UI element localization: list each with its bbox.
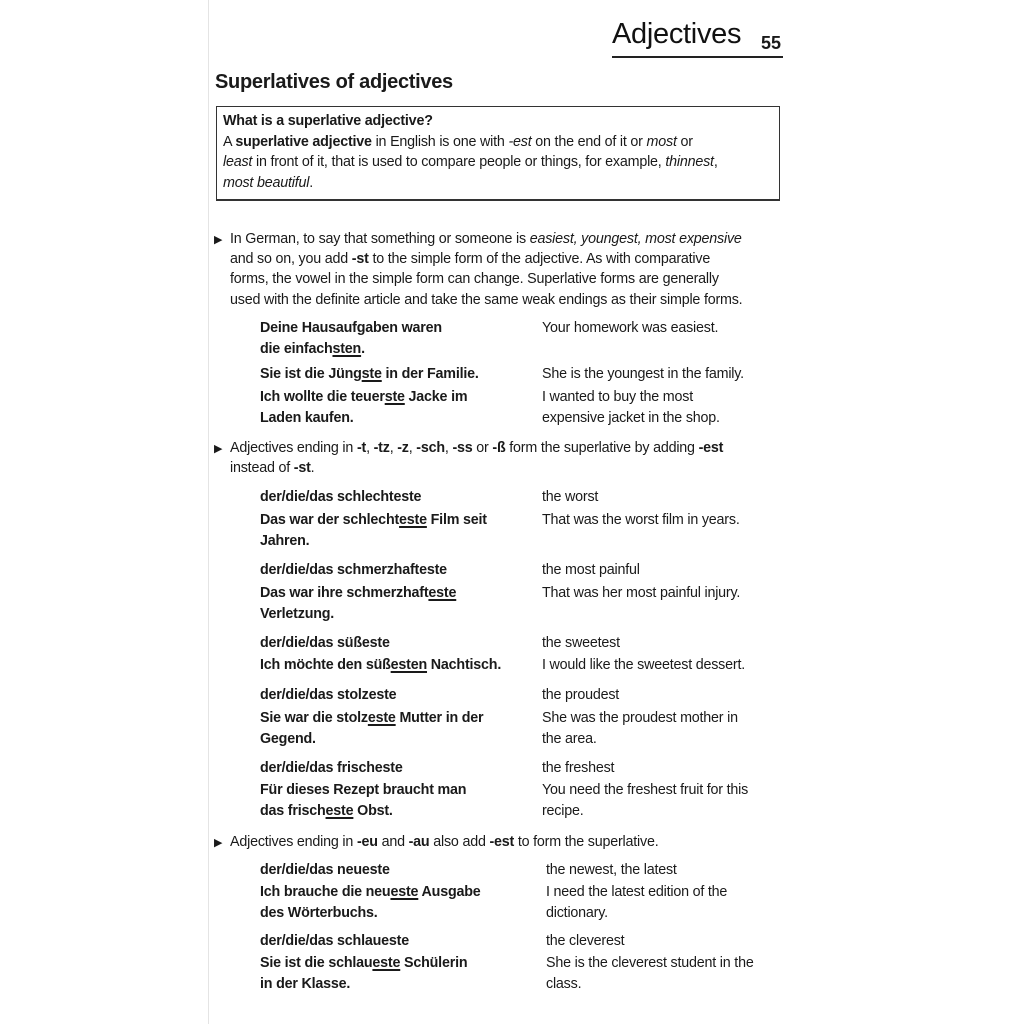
underlined-ending: ste	[361, 366, 382, 382]
text-segment: Jacke im	[404, 389, 468, 405]
definition-line	[223, 152, 718, 173]
text-segment: -au	[408, 834, 430, 850]
text-segment: Ausgabe	[418, 884, 481, 900]
german-example-line	[260, 604, 334, 625]
english-translation-line	[542, 729, 597, 750]
german-example-line	[260, 655, 501, 676]
text-segment: also add	[429, 834, 490, 850]
text-segment: -est	[489, 834, 515, 850]
header-rule	[612, 56, 783, 58]
underlined-ending: este	[367, 710, 396, 726]
text-segment: class.	[546, 976, 582, 992]
german-example-line	[260, 974, 350, 995]
english-translation-line	[546, 903, 608, 924]
german-example-line	[260, 633, 390, 654]
english-translation-line	[542, 387, 693, 408]
text-segment: Ich wollte die teuer	[260, 389, 385, 405]
text-segment: ,	[389, 440, 398, 456]
text-segment: Mutter in der	[395, 710, 484, 726]
text-segment: the freshest	[542, 760, 615, 776]
text-segment: .	[361, 341, 365, 357]
german-example-line	[260, 510, 487, 531]
text-segment: Verletzung.	[260, 606, 335, 622]
text-segment: ,	[366, 440, 374, 456]
english-translation-line	[542, 685, 619, 706]
text-segment: .	[309, 174, 313, 191]
text-segment: in English is one with	[371, 133, 509, 150]
text-segment: Nachtisch.	[427, 657, 502, 673]
text-segment: the worst	[542, 489, 599, 505]
text-segment: the newest, the latest	[546, 862, 677, 878]
german-example-line	[260, 583, 456, 604]
text-segment: -eu	[356, 834, 378, 850]
text-segment: She was the proudest mother in	[542, 710, 738, 726]
definition-box	[216, 106, 780, 201]
text-segment: des Wörterbuchs.	[260, 905, 378, 921]
text-segment: Das war ihre schmerzhaft	[260, 585, 429, 601]
bullet-text-line	[230, 832, 659, 853]
english-translation-line	[542, 758, 614, 779]
german-example-line	[260, 560, 447, 581]
definition-question: What is a superlative adjective?	[223, 113, 433, 129]
text-segment: instead of	[230, 460, 294, 477]
bullet-text-line	[230, 229, 742, 250]
text-segment: ,	[713, 154, 718, 171]
text-segment: the most painful	[542, 562, 640, 578]
bullet-text-line	[230, 290, 742, 311]
text-segment: form the superlative by adding	[505, 440, 699, 456]
text-segment: der/die/das schlechteste	[260, 489, 422, 505]
text-segment: used with the definite article and take the same weak endings as their simple forms.	[230, 291, 743, 308]
english-translation-line	[546, 882, 727, 903]
text-segment: -ß	[492, 440, 506, 456]
text-segment: to the simple form of the adjective. As with comparative	[368, 251, 711, 268]
english-translation-line	[542, 801, 584, 822]
german-example-line	[260, 339, 365, 360]
page-number: 55	[761, 33, 782, 53]
german-example-line	[260, 685, 396, 706]
english-translation-line	[542, 583, 740, 604]
text-segment: expensive jacket in the shop.	[542, 410, 720, 426]
german-example-line	[260, 931, 409, 952]
text-segment: der/die/das neueste	[260, 862, 390, 878]
text-segment: der/die/das stolzeste	[260, 687, 397, 703]
bullet-text-line	[230, 438, 723, 459]
text-segment: -est	[508, 133, 532, 150]
text-segment: der/die/das süßeste	[260, 635, 390, 651]
text-segment: Your homework was easiest.	[542, 320, 719, 336]
text-segment: I need the latest edition of the	[546, 884, 728, 900]
text-segment: forms, the vowel in the simple form can change. Superlative forms are generally	[230, 271, 719, 288]
german-example-line	[260, 953, 467, 974]
german-example-line	[260, 903, 378, 924]
english-translation-line	[542, 655, 745, 676]
bullet-arrow-icon: ▶	[214, 234, 223, 246]
text-segment: and	[377, 834, 409, 850]
text-segment: Sie ist die Jüng	[260, 366, 362, 382]
text-segment: Deine Hausaufgaben waren	[260, 320, 442, 336]
text-segment: Schülerin	[400, 955, 468, 971]
text-segment: A	[223, 133, 236, 150]
text-segment: dictionary.	[546, 905, 608, 921]
text-segment: or	[472, 440, 493, 456]
text-segment: She is the youngest in the family.	[542, 366, 744, 382]
german-example-line	[260, 729, 316, 750]
text-segment: -t	[356, 440, 367, 456]
underlined-ending: este	[372, 955, 401, 971]
text-segment: and so on, you add	[230, 251, 352, 268]
bullet-text-line	[230, 458, 314, 479]
underlined-ending: esten	[390, 657, 428, 673]
text-segment: Film seit	[426, 512, 487, 528]
text-segment: Adjectives ending in	[230, 834, 357, 850]
english-translation-line	[542, 780, 748, 801]
english-translation-line	[542, 560, 640, 581]
german-example-line	[260, 408, 354, 429]
german-example-line	[260, 364, 479, 385]
text-segment: Gegend.	[260, 731, 316, 747]
bullet-text-line	[230, 269, 719, 290]
text-segment: I would like the sweetest dessert.	[542, 657, 745, 673]
german-example-line	[260, 708, 483, 729]
text-segment: to form the superlative.	[514, 834, 659, 850]
text-segment: most beautiful	[223, 174, 310, 191]
german-example-line	[260, 780, 466, 801]
text-segment: Ich möchte den süß	[260, 657, 391, 673]
german-example-line	[260, 801, 393, 822]
text-segment: in der Familie.	[381, 366, 479, 382]
text-segment: Obst.	[353, 803, 393, 819]
text-segment: the cleverest	[546, 933, 625, 949]
german-example-line	[260, 758, 403, 779]
english-translation-line	[546, 931, 624, 952]
text-segment: That was the worst film in years.	[542, 512, 740, 528]
german-example-line	[260, 487, 421, 508]
english-translation-line	[542, 364, 744, 385]
text-segment: That was her most painful injury.	[542, 585, 741, 601]
text-segment: superlative adjective	[235, 133, 372, 150]
text-segment: in front of it, that is used to compare people or things, for example,	[252, 154, 666, 171]
text-segment: Für dieses Rezept braucht man	[260, 782, 467, 798]
text-segment: Ich brauche die neu	[260, 884, 391, 900]
german-example-line	[260, 531, 309, 552]
text-segment: in der Klasse.	[260, 976, 351, 992]
text-segment: In German, to say that something or someone is	[230, 231, 530, 247]
underlined-ending: este	[428, 585, 457, 601]
text-segment: She is the cleverest student in the	[546, 955, 754, 971]
underlined-ending: este	[399, 512, 427, 528]
text-segment: recipe.	[542, 803, 584, 819]
text-segment: die einfach	[260, 341, 333, 357]
bullet-arrow-icon: ▶	[214, 837, 223, 849]
text-segment: most	[646, 133, 677, 150]
bullet-arrow-icon: ▶	[214, 443, 223, 455]
underlined-ending: sten	[332, 341, 362, 357]
german-example-line	[260, 860, 390, 881]
text-segment: least	[223, 154, 253, 171]
english-translation-line	[542, 510, 740, 531]
english-translation-line	[546, 974, 581, 995]
text-segment: -sch	[416, 440, 445, 456]
german-example-line	[260, 318, 442, 339]
text-segment: on the end of it or	[531, 133, 647, 150]
underlined-ending: ste	[384, 389, 405, 405]
english-translation-line	[546, 860, 677, 881]
section-title: Superlatives of adjectives	[215, 71, 453, 93]
text-segment: thinnest	[665, 154, 714, 171]
text-segment: -est	[698, 440, 724, 456]
text-segment: -tz	[373, 440, 390, 456]
bullet-text-line	[230, 249, 710, 270]
text-segment: -st	[293, 460, 311, 477]
text-segment: -ss	[452, 440, 473, 456]
text-segment: der/die/das schlaueste	[260, 933, 409, 949]
text-segment: I wanted to buy the most	[542, 389, 693, 405]
text-segment: .	[310, 460, 315, 477]
text-segment: or	[676, 133, 693, 150]
definition-line	[223, 173, 718, 194]
text-segment: You need the freshest fruit for this	[542, 782, 749, 798]
underlined-ending: este	[390, 884, 419, 900]
text-segment: ,	[408, 440, 417, 456]
text-segment: der/die/das frischeste	[260, 760, 403, 776]
german-example-line	[260, 882, 481, 903]
text-segment: der/die/das schmerzhafteste	[260, 562, 447, 578]
text-segment: -z	[397, 440, 409, 456]
text-segment: Jahren.	[260, 533, 310, 549]
text-segment: the proudest	[542, 687, 620, 703]
english-translation-line	[542, 708, 738, 729]
running-title: Adjectives	[612, 18, 742, 50]
english-translation-line	[542, 318, 718, 339]
text-segment: the sweetest	[542, 635, 620, 651]
english-translation-line	[542, 408, 720, 429]
definition-line	[223, 132, 718, 153]
english-translation-line	[542, 487, 598, 508]
text-segment: Sie war die stolz	[260, 710, 368, 726]
german-example-line	[260, 387, 467, 408]
text-segment: -st	[351, 251, 369, 268]
text-segment: das frisch	[260, 803, 326, 819]
text-segment: the area.	[542, 731, 597, 747]
text-segment: Laden kaufen.	[260, 410, 354, 426]
text-segment: Adjectives ending in	[230, 440, 357, 456]
text-segment: Sie ist die schlau	[260, 955, 373, 971]
text-segment: ,	[444, 440, 453, 456]
text-segment: Das war der schlecht	[260, 512, 400, 528]
english-translation-line	[542, 633, 620, 654]
english-translation-line	[546, 953, 754, 974]
underlined-ending: este	[325, 803, 354, 819]
text-segment: easiest, youngest, most expensive	[529, 231, 742, 247]
